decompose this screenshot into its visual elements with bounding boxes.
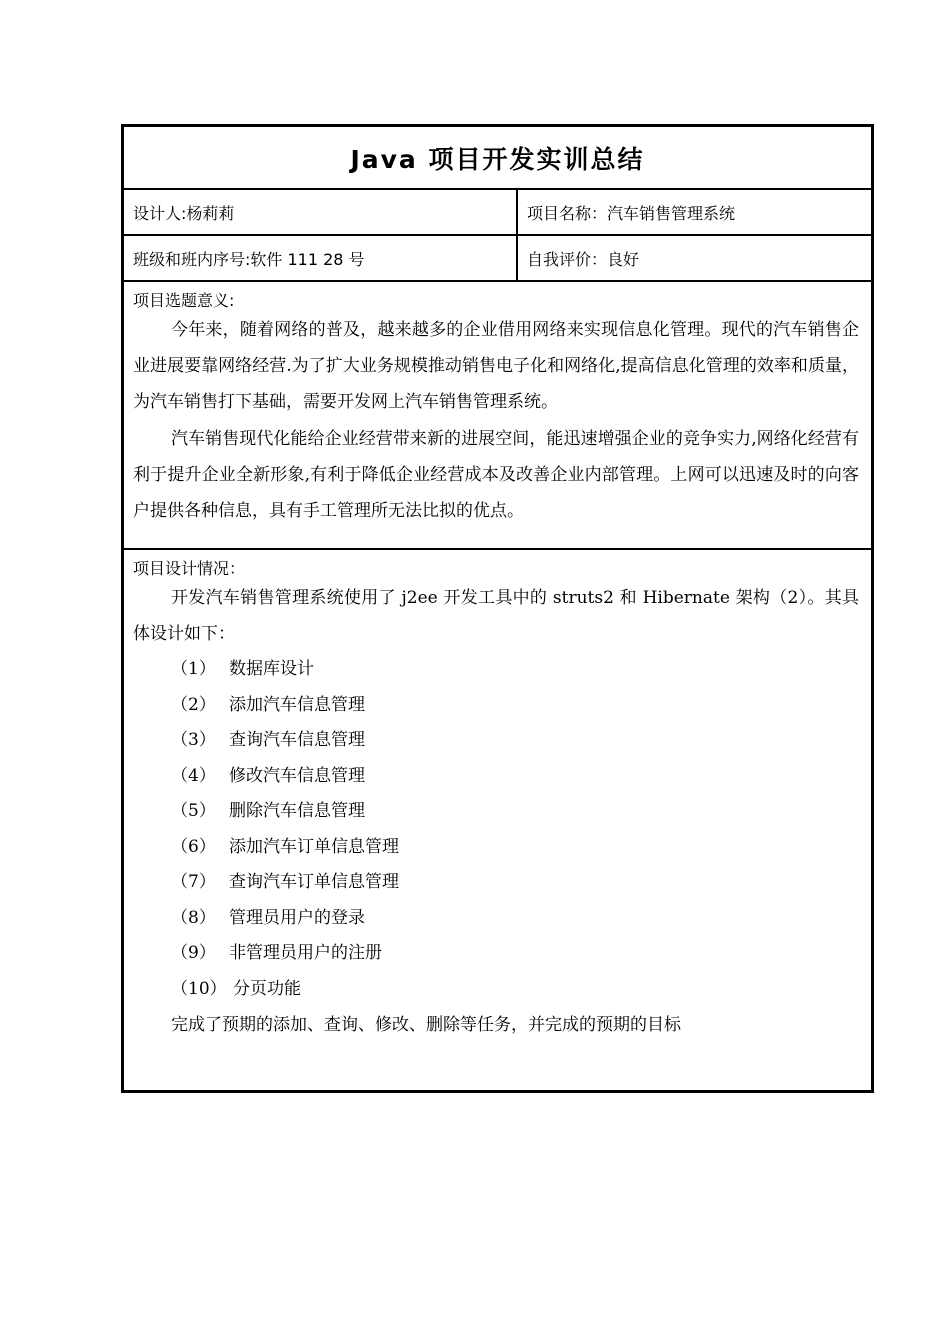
list-item-text: 分页功能 bbox=[233, 978, 301, 999]
design-heading: 项目设计情况： bbox=[133, 559, 246, 578]
list-item-number: （4） bbox=[171, 765, 216, 786]
list-item-text: 管理员用户的登录 bbox=[229, 907, 365, 928]
design-list bbox=[133, 652, 859, 1007]
title-row bbox=[124, 127, 871, 190]
list-item bbox=[133, 794, 859, 830]
list-item-number: （3） bbox=[171, 730, 216, 750]
significance-paragraph: 今年来，随着网络的普及，越来越多的企业借用网络来实现信息化管理。现代的汽车销售企业进展要靠网络经营.为了扩大业务规模推动销售电子化和网络化,提高信息化管理的效率和质量，为汽车销售打下基础，需要开发网上汽车销售管理系统。 bbox=[133, 320, 859, 412]
list-item bbox=[133, 652, 859, 688]
list-item bbox=[133, 759, 859, 795]
list-item-text: 修改汽车信息管理 bbox=[229, 765, 365, 786]
design-intro: 开发汽车销售管理系统使用了 j2ee 开发工具中的 struts2 和 Hibernate 架构（2）。其具体设计如下： bbox=[133, 588, 859, 644]
list-item bbox=[133, 865, 859, 901]
list-item-text: 查询汽车订单信息管理 bbox=[229, 872, 399, 892]
list-item-text: 非管理员用户的注册 bbox=[229, 943, 382, 963]
document-title: Java 项目开发实训总结 bbox=[350, 144, 645, 174]
project-name-cell: 项目名称：汽车销售管理系统 bbox=[527, 203, 736, 223]
list-item bbox=[133, 688, 859, 724]
list-item-number: （9） bbox=[171, 943, 216, 963]
list-item-text: 查询汽车信息管理 bbox=[229, 730, 365, 750]
designer-cell: 设计人:杨莉莉 bbox=[124, 190, 518, 234]
list-item-number: （10） bbox=[171, 978, 227, 999]
list-item-text: 删除汽车信息管理 bbox=[229, 801, 365, 821]
design-section bbox=[124, 550, 871, 1090]
significance-paragraph: 汽车销售现代化能给企业经营带来新的进展空间，能迅速增强企业的竞争实力,网络化经营有利于提升企业全新形象,有利于降低企业经营成本及改善企业内部管理。上网可以迅速及时的向客户提供各种信息，具有手工管理所无法比拟的优点。 bbox=[133, 429, 859, 521]
list-item bbox=[133, 972, 859, 1008]
report-table bbox=[121, 124, 874, 1093]
info-row-1 bbox=[124, 190, 871, 236]
list-item-number: （5） bbox=[171, 801, 216, 821]
list-item-text: 数据库设计 bbox=[229, 659, 314, 679]
list-item-number: （7） bbox=[171, 872, 216, 892]
significance-heading: 项目选题意义: bbox=[133, 291, 235, 310]
self-eval-cell: 自我评价：良好 bbox=[527, 249, 640, 269]
list-item bbox=[133, 936, 859, 972]
design-closing: 完成了预期的添加、查询、修改、删除等任务，并完成的预期的目标 bbox=[171, 1015, 681, 1035]
list-item-number: （1） bbox=[171, 659, 216, 679]
list-item-number: （8） bbox=[171, 907, 216, 928]
significance-section bbox=[124, 282, 871, 550]
list-item-text: 添加汽车订单信息管理 bbox=[229, 836, 399, 857]
list-item bbox=[133, 830, 859, 866]
list-item-number: （6） bbox=[171, 836, 216, 857]
list-item-number: （2） bbox=[171, 694, 216, 715]
list-item bbox=[133, 723, 859, 759]
class-info-cell: 班级和班内序号:软件 111 28 号 bbox=[124, 236, 518, 280]
list-item-text: 添加汽车信息管理 bbox=[229, 694, 365, 715]
list-item bbox=[133, 901, 859, 937]
info-row-2 bbox=[124, 236, 871, 282]
